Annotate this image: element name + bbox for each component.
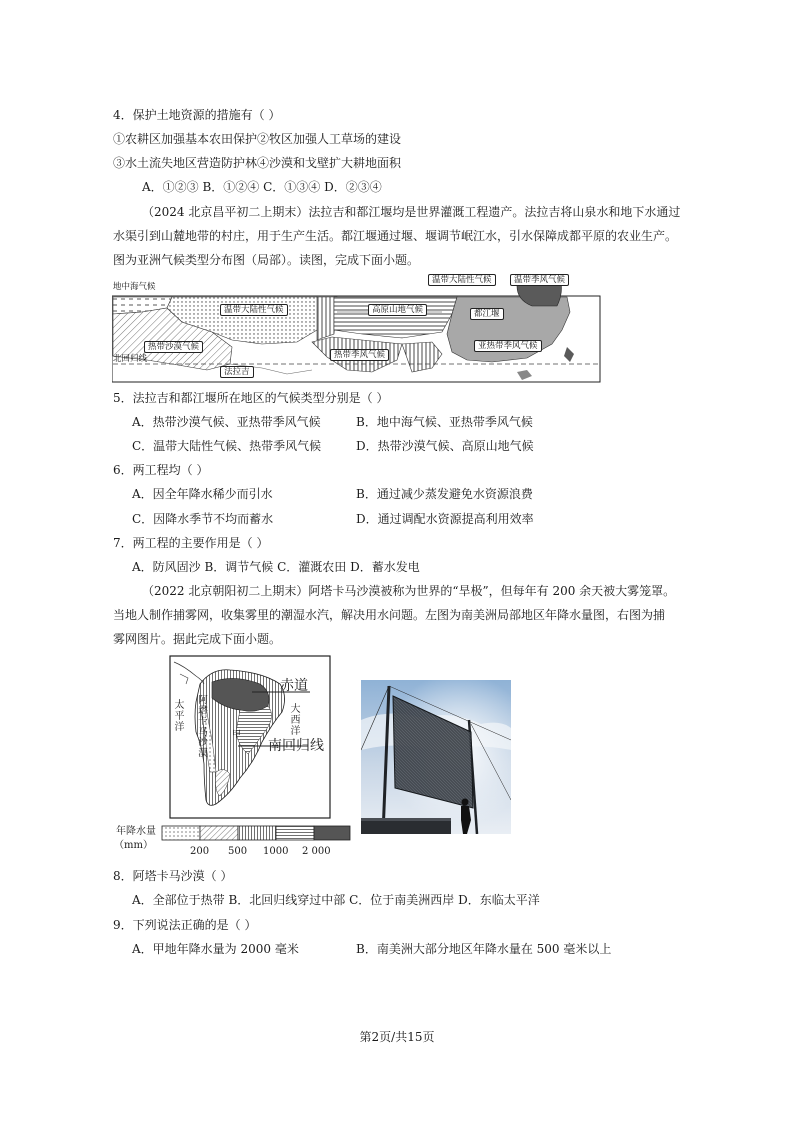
intro1-line2: 水渠引到山麓地带的村庄，用于生产生活。都江堰通过堰、堰调节岷江水，引水保障成都平原的农业生产。 xyxy=(113,229,678,243)
atacama-char: 漠 xyxy=(198,747,208,759)
q6-option-b: B．通过减少蒸发避免水资源浪费 xyxy=(356,487,533,501)
q8-stem: 8．阿塔卡马沙漠（ ） xyxy=(113,869,233,883)
mediterranean-label: 地中海气候 xyxy=(113,282,156,292)
pacific-char: 平 xyxy=(174,711,185,722)
atacama-char: 卡 xyxy=(198,716,208,727)
temperate-continental-label: 温带大陆性气候 xyxy=(220,304,288,316)
q6-option-d: D．通过调配水资源提高利用效率 xyxy=(356,512,534,526)
fog-net-photo xyxy=(361,680,511,834)
subtropical-monsoon-label: 亚热带季风气候 xyxy=(474,340,542,352)
q8-options: A．全部位于热带 B．北回归线穿过中部 C．位于南美洲西岸 D．东临太平洋 xyxy=(132,893,540,907)
legend-value-2000: 2 000 xyxy=(302,846,331,857)
dujiangyan-label: 都江堰 xyxy=(470,308,504,320)
legend-title: 年降水量 xyxy=(116,826,156,837)
tropical-desert-label: 热带沙漠气候 xyxy=(144,341,203,353)
atlantic-char: 西 xyxy=(290,715,301,726)
tropic-capricorn-label: 南回归线 xyxy=(268,738,324,754)
pacific-char: 洋 xyxy=(174,722,185,733)
q5-option-d: D．热带沙漠气候、高原山地气候 xyxy=(356,439,534,453)
intro1-line1: （2024 北京昌平初二上期末）法拉吉和都江堰均是世界灌溉工程遗产。法拉吉将山泉水和地下水通过 xyxy=(142,205,681,219)
q5-option-c: C．温带大陆性气候、热带季风气候 xyxy=(132,439,322,453)
temperate-monsoon-label: 温带季风气候 xyxy=(510,274,569,286)
q4-stem: 4．保护土地资源的措施有（ ） xyxy=(113,108,281,122)
q6-option-a: A．因全年降水稀少而引水 xyxy=(132,487,273,501)
q5-stem: 5．法拉吉和都江堰所在地区的气候类型分别是（ ） xyxy=(113,391,389,405)
atlantic-char: 洋 xyxy=(290,726,301,737)
q5-option-a: A．热带沙漠气候、亚热带季风气候 xyxy=(132,415,321,429)
atlantic-label xyxy=(290,704,301,737)
q9-stem: 9．下列说法正确的是（ ） xyxy=(113,918,257,932)
page-number: 第2页/共15页 xyxy=(359,1030,435,1044)
atacama-char: 沙 xyxy=(198,737,208,748)
pacific-label xyxy=(174,700,185,733)
intro1-line3: 图为亚洲气候类型分布图（局部）。读图，完成下面小题。 xyxy=(113,253,420,267)
atacama-char: 塔 xyxy=(198,705,208,717)
legend-value-200: 200 xyxy=(190,846,210,857)
q7-stem: 7．两工程的主要作用是（ ） xyxy=(113,536,269,550)
asia-climate-map xyxy=(112,272,602,384)
atacama-char: 马 xyxy=(198,726,208,738)
legend-unit: （mm） xyxy=(114,840,153,851)
temperate-continental-top-label: 温带大陆性气候 xyxy=(428,274,496,286)
atacama-label xyxy=(198,696,208,759)
falaj-label: 法拉吉 xyxy=(220,366,254,378)
q4-line1: ①农耕区加强基本农田保护②牧区加强人工草场的建设 xyxy=(113,132,402,146)
intro2-line1: （2022 北京朝阳初二上期末）阿塔卡马沙漠被称为世界的“旱极”，但每年有 200 余天被大雾笼罩。 xyxy=(142,584,676,598)
equator-label: 赤道 xyxy=(280,678,308,694)
tropical-monsoon-label: 热带季风气候 xyxy=(330,349,389,361)
legend-value-1000: 1000 xyxy=(263,846,289,857)
q6-stem: 6．两工程均（ ） xyxy=(113,463,209,477)
atacama-char: 阿 xyxy=(198,695,208,706)
atlantic-char: 大 xyxy=(290,704,301,715)
q6-option-c: C．因降水季节不均而蓄水 xyxy=(132,512,274,526)
q4-options: A．①②③ B．①②④ C．①③④ D．②③④ xyxy=(142,180,382,194)
tropic-of-cancer-label: 北回归线 xyxy=(113,354,148,364)
legend-value-500: 500 xyxy=(228,846,248,857)
south-america-precipitation-map xyxy=(112,654,358,860)
jia-label: 甲 xyxy=(232,730,242,740)
pacific-char: 太 xyxy=(174,700,185,711)
q4-line2: ③水土流失地区营造防护林④沙漠和戈壁扩大耕地面积 xyxy=(113,156,402,170)
intro2-line3: 雾网图片。据此完成下面小题。 xyxy=(113,632,282,646)
plateau-label: 高原山地气候 xyxy=(368,304,427,316)
q5-option-b: B．地中海气候、亚热带季风气候 xyxy=(356,415,533,429)
q7-options: A．防风固沙 B．调节气候 C．灌溉农田 D．蓄水发电 xyxy=(132,560,420,574)
q9-option-a: A．甲地年降水量为 2000 毫米 xyxy=(132,942,299,956)
q9-option-b: B．南美洲大部分地区年降水量在 500 毫米以上 xyxy=(356,942,612,956)
intro2-line2: 当地人制作捕雾网，收集雾里的潮湿水汽，解决用水问题。左图为南美洲局部地区年降水量图，右图为捕 xyxy=(113,608,666,622)
